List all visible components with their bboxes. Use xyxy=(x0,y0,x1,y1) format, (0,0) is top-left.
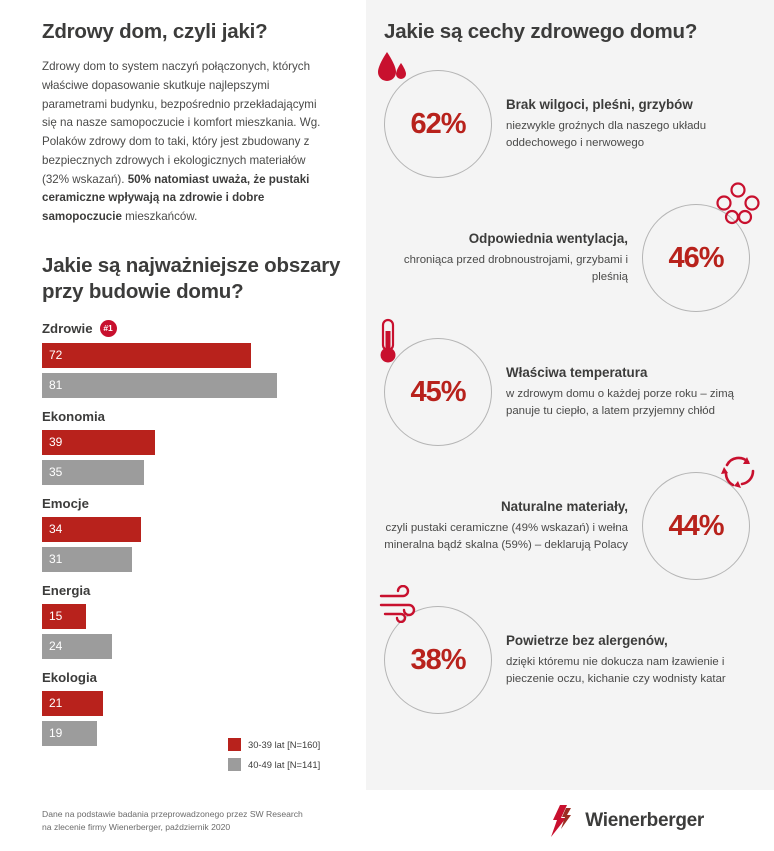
bar-group xyxy=(42,496,342,572)
legend-item xyxy=(228,738,320,751)
feature-body: czyli pustaki ceramiczne (49% wskazań) i wełna mineralna bądź skalna (59%) – deklarują Polacy xyxy=(384,521,628,552)
bar-category-text: Ekologia xyxy=(42,669,97,685)
recycle-icon xyxy=(717,449,761,498)
features-list xyxy=(384,70,750,714)
bar-category-label xyxy=(42,320,342,337)
air-flow-icon xyxy=(375,585,423,628)
stat-circle xyxy=(642,472,750,580)
bar-red: 15 xyxy=(42,604,86,629)
bar-red: 72 xyxy=(42,343,251,368)
feature-body: chroniąca przed drobnoustrojami, grzybami i pleśnią xyxy=(403,253,628,284)
left-column xyxy=(0,0,366,790)
bar-category-text: Emocje xyxy=(42,495,89,511)
bar-category-label xyxy=(42,670,342,685)
feature-body: w zdrowym domu o każdej porze roku – zimą panuje tu ciepło, a latem przyjemny chłód xyxy=(506,387,734,418)
feature-text xyxy=(506,95,750,153)
intro-text-bold: 50% natomiast uważa, że pustaki ceramiczne wpływają na zdrowie i dobre samopoczucie xyxy=(42,172,310,224)
bar-red: 21 xyxy=(42,691,103,716)
bar-gray: 31 xyxy=(42,547,132,572)
bar-category-text: Ekonomia xyxy=(42,408,106,424)
chart-legend xyxy=(228,738,320,778)
droplet-icon xyxy=(375,49,409,98)
source-note-line1: Dane na podstawie badania przeprowadzonego przez SW Research xyxy=(42,809,303,819)
feature-item xyxy=(384,204,750,312)
bar-gray: 35 xyxy=(42,460,144,485)
brand-name: Wienerberger xyxy=(585,810,704,831)
stat-circle xyxy=(384,338,492,446)
bar-category-text: Energia xyxy=(42,582,91,598)
bar-gray: 81 xyxy=(42,373,277,398)
stat-percent: 44% xyxy=(668,509,724,542)
features-title: Jakie są cechy zdrowego domu? xyxy=(384,20,698,43)
feature-text xyxy=(384,229,628,287)
feature-item xyxy=(384,338,750,446)
feature-item xyxy=(384,606,750,714)
bar-category-label xyxy=(42,583,342,598)
bar-chart xyxy=(42,320,344,746)
legend-swatch-gray xyxy=(228,758,241,771)
feature-heading: Powietrze bez alergenów, xyxy=(506,632,668,648)
thermometer-icon xyxy=(375,317,401,370)
stat-percent: 46% xyxy=(668,241,724,274)
legend-label-30-39: 30-39 lat [N=160] xyxy=(248,739,321,750)
feature-text xyxy=(506,363,750,421)
brand-logo xyxy=(546,804,704,838)
stat-percent: 38% xyxy=(410,643,466,676)
source-note xyxy=(42,808,303,834)
bar-group xyxy=(42,320,342,398)
legend-swatch-red xyxy=(228,738,241,751)
feature-item xyxy=(384,70,750,178)
source-note-line2: na zlecenie firmy Wienerberger, październik 2020 xyxy=(42,821,231,832)
feature-body: niezwykle groźnych dla naszego układu oddechowego i nerwowego xyxy=(506,119,707,150)
feature-text xyxy=(384,497,628,555)
bar-gray: 24 xyxy=(42,634,112,659)
bar-category-label xyxy=(42,496,342,511)
stat-circle xyxy=(384,70,492,178)
stat-circle xyxy=(384,606,492,714)
bar-red: 39 xyxy=(42,430,155,455)
wienerberger-mark-icon xyxy=(546,804,576,838)
intro-paragraph xyxy=(42,58,334,227)
page-title: Zdrowy dom, czyli jaki? xyxy=(42,20,268,43)
bar-group xyxy=(42,409,342,485)
bar-category-text: Zdrowie xyxy=(42,320,93,336)
legend-item xyxy=(228,758,320,771)
feature-heading: Właściwa temperatura xyxy=(506,364,648,380)
feature-text xyxy=(506,631,750,689)
bar-group xyxy=(42,670,342,746)
feature-heading: Odpowiednia wentylacja, xyxy=(468,230,628,246)
feature-item xyxy=(384,472,750,580)
bar-red: 34 xyxy=(42,517,141,542)
bar-group xyxy=(42,583,342,659)
rank-badge: #1 xyxy=(100,320,117,337)
chart-title: Jakie są najważniejsze obszary przy budowie domu? xyxy=(42,254,341,304)
stat-percent: 62% xyxy=(410,107,466,140)
feature-body: dzięki któremu nie dokucza nam łzawienie i pieczenie oczu, kichanie czy wodnisty katar xyxy=(506,655,726,686)
bar-gray: 19 xyxy=(42,721,97,746)
legend-label-40-49: 40-49 lat [N=141] xyxy=(248,759,321,770)
stat-circle xyxy=(642,204,750,312)
stat-percent: 45% xyxy=(410,375,466,408)
feature-heading: Brak wilgoci, pleśni, grzybów xyxy=(506,96,693,112)
footer xyxy=(0,790,774,851)
bar-category-label xyxy=(42,409,342,424)
right-column xyxy=(366,0,774,790)
intro-text-part1: Zdrowy dom to system naczyń połączonych, których właściwe dopasowanie skutkuje najlepszymi parametrami budynku, bezpośrednio przekładającymi się na nasze samopoczucie i komfort mieszkania. Wg. Polaków zdrowy dom to taki, który jest zbudowany z bezpiecznych zdrowych i ekologicznych materiałów (32% wskazań). xyxy=(42,60,321,186)
intro-text-part2: mieszkańców. xyxy=(125,210,198,224)
mold-spores-icon xyxy=(715,181,761,232)
feature-heading: Naturalne materiały, xyxy=(500,498,628,514)
